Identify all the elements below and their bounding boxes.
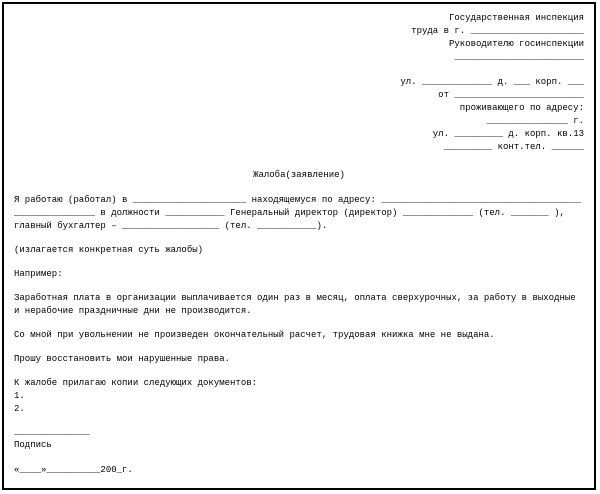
example-label: Например:: [14, 269, 63, 279]
document-title: Жалоба(заявление): [253, 170, 345, 180]
attachment-item-2: 2.: [14, 404, 25, 414]
intro-line-accountant: главный бухгалтер – __________________ (тел. ___________).: [14, 221, 328, 231]
inspection-name-line: Государственная инспекция: [448, 13, 584, 23]
signature-line: ______________: [14, 427, 90, 437]
signature-block: [14, 426, 584, 452]
inspection-city-line: труда в г. _____________________: [411, 26, 584, 36]
applicant-street-line: ул. _________ д. корп. кв.13: [432, 129, 584, 139]
settlement-paragraph: Со мной при увольнении не произведен окончательный расчет, трудовая книжка мне не выдана.: [14, 330, 495, 340]
attachments-label: К жалобе прилагаю копии следующих документов:: [14, 378, 258, 388]
essence-note: (излагается конкретная суть жалобы): [14, 245, 204, 255]
inspection-head-blank-line: ________________________: [454, 52, 584, 62]
inspection-head-line: Руководителю госинспекции: [448, 39, 584, 49]
attachment-item-1: 1.: [14, 391, 25, 401]
applicant-city-line: _______________ г.: [486, 116, 584, 126]
recipient-spacer: [14, 64, 584, 76]
applicant-phone-line: _________ конт.тел. ______: [443, 142, 584, 152]
date-line: «____»__________200_г.: [14, 465, 133, 475]
intro-line-workplace: Я работаю (работал) в _____________________ находящемуся по адресу: _____________________________________: [14, 195, 582, 205]
example-paragraph: Заработная плата в организации выплачивается один раз в месяц, оплата сверхурочных, за работу в выходные и нерабочие праздничные дни не производится.: [14, 293, 576, 316]
signature-label: Подпись: [14, 440, 52, 450]
request-paragraph: Прошу восстановить мои нарушенные права.: [14, 354, 231, 364]
intro-block: [14, 194, 584, 233]
applicant-address-label: проживающего по адресу:: [459, 103, 584, 113]
recipient-block: [14, 12, 584, 154]
intro-line-position: _______________ в должности ___________ Генеральный директор (директор) _____________ (тел. _______ ),: [14, 208, 565, 218]
attachments-block: [14, 377, 584, 416]
complaint-document-page: [2, 2, 596, 490]
applicant-from-line: от ________________________: [438, 90, 584, 100]
inspection-street-line: ул. _____________ д. ___ корп. ___: [400, 77, 584, 87]
